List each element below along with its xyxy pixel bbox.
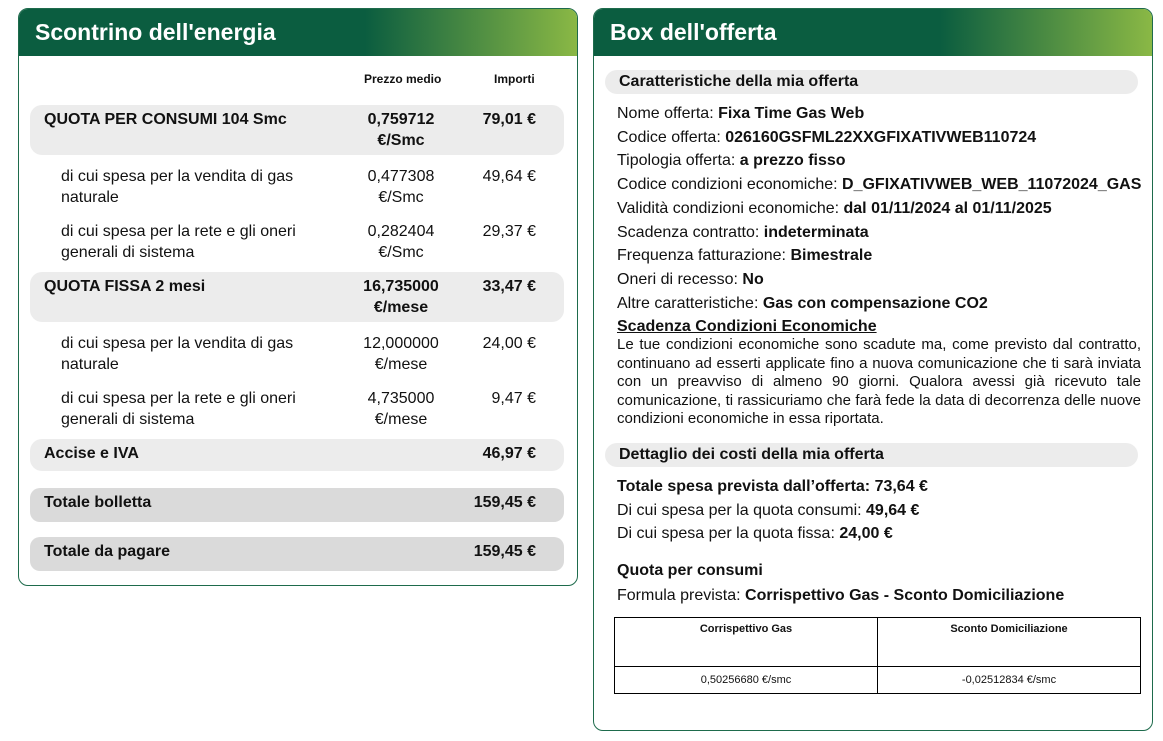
field-key: Oneri di recesso: (617, 271, 743, 288)
field-value: dal 01/11/2024 al 01/11/2025 (843, 200, 1052, 217)
field-value: No (742, 271, 764, 288)
row-consumi-rete (30, 217, 564, 265)
consumi-cost-value: 49,64 € (866, 502, 920, 519)
field-key: Tipologia offerta: (617, 152, 740, 169)
row-price: 16,735000 €/mese (363, 278, 439, 316)
row-totale-da-pagare (30, 537, 564, 571)
section-header-features: Caratteristiche della mia offerta (605, 70, 1138, 94)
field-nome-offerta (617, 104, 864, 124)
field-key: Codice condizioni economiche: (617, 176, 843, 193)
row-amount: 79,01 € (482, 111, 536, 128)
row-label: Totale da pagare (44, 543, 170, 560)
table-cell-sconto: -0,02512834 €/smc (878, 667, 1141, 694)
formula (617, 586, 1064, 606)
row-amount: 24,00 € (482, 335, 536, 352)
formula-table (614, 617, 1141, 694)
row-label: Accise e IVA (44, 445, 139, 462)
fissa-cost-value: 24,00 € (839, 525, 893, 542)
row-consumi-vendita (30, 162, 564, 210)
energy-receipt-panel (18, 8, 578, 586)
field-frequenza (617, 246, 872, 266)
row-amount: 49,64 € (482, 168, 536, 185)
row-label: di cui spesa per la vendita di gas naturale (61, 168, 294, 206)
row-amount: 159,45 € (473, 543, 536, 560)
row-price: 12,000000 €/mese (363, 335, 439, 373)
field-value: indeterminata (763, 224, 869, 241)
row-quota-fissa (30, 272, 564, 322)
consumi-cost (617, 501, 919, 521)
field-key: Validità condizioni economiche: (617, 200, 844, 217)
field-value: Fixa Time Gas Web (718, 105, 865, 122)
total-cost (617, 477, 928, 497)
field-key: Frequenza fatturazione: (617, 247, 791, 264)
quota-consumi-title: Quota per consumi (617, 562, 763, 579)
offer-box-panel (593, 8, 1153, 731)
field-value: D_GFIXATIVWEB_WEB_11072024_GAS (842, 176, 1142, 193)
field-key: Altre caratteristiche: (617, 295, 763, 312)
field-value: 026160GSFML22XXGFIXATIVWEB110724 (725, 129, 1037, 146)
row-amount: 9,47 € (491, 390, 536, 407)
row-label: Totale bolletta (44, 494, 152, 511)
row-label: di cui spesa per la vendita di gas naturale (61, 335, 294, 373)
field-oneri-recesso (617, 270, 764, 290)
row-totale-bolletta (30, 488, 564, 522)
col-header-price: Prezzo medio (364, 72, 442, 86)
table-header-sconto: Sconto Domiciliazione (878, 618, 1141, 667)
row-label: QUOTA FISSA 2 mesi (44, 278, 206, 295)
fissa-cost (617, 524, 893, 544)
col-header-amount: Importi (494, 72, 535, 86)
field-validita (617, 199, 1052, 219)
row-amount: 33,47 € (482, 278, 536, 295)
consumi-cost-label: Di cui spesa per la quota consumi: (617, 502, 867, 519)
row-label: di cui spesa per la rete e gli oneri generali di sistema (61, 390, 296, 428)
row-price: 4,735000 €/mese (367, 390, 435, 428)
scadenza-title: Scadenza Condizioni Economiche (617, 318, 877, 335)
field-value: Gas con compensazione CO2 (762, 295, 988, 312)
row-amount: 46,97 € (482, 445, 536, 462)
row-amount: 159,45 € (473, 494, 536, 511)
row-fissa-rete (30, 384, 564, 432)
field-codice-offerta (617, 128, 1036, 148)
table-header-corrispettivo: Corrispettivo Gas (615, 618, 878, 667)
field-altre (617, 294, 988, 314)
row-price: 0,477308 €/Smc (367, 168, 435, 206)
field-key: Nome offerta: (617, 105, 719, 122)
row-fissa-vendita (30, 329, 564, 377)
section-header-costs: Dettaglio dei costi della mia offerta (605, 443, 1138, 467)
field-scadenza-contratto (617, 223, 869, 243)
total-cost-label: Totale spesa prevista dall’offerta: (617, 478, 875, 495)
field-tipologia (617, 151, 846, 171)
scadenza-paragraph: Le tue condizioni economiche sono scadute ma, come previsto dal contratto, continuano ad esserti applicate fino a nuova comunicazione che ti sarà inviata con un preavviso di almeno 90 giorni. Qualora avessi già ricevuto tale comunicazione, ti rassicuriamo che farà fede la data di decorrenza delle nuove condizioni economiche in essa riportata. (617, 336, 1141, 427)
total-cost-value: 73,64 € (874, 478, 928, 495)
row-price: 0,282404 €/Smc (367, 223, 435, 261)
energy-receipt-title: Scontrino dell'energia (19, 9, 577, 56)
field-value: a prezzo fisso (739, 152, 846, 169)
table-cell-corrispettivo: 0,50256680 €/smc (615, 667, 878, 694)
formula-value: Corrispettivo Gas - Sconto Domiciliazione (745, 587, 1065, 604)
field-codice-condizioni (617, 175, 1141, 195)
row-quota-consumi (30, 105, 564, 155)
field-key: Scadenza contratto: (617, 224, 764, 241)
row-accise-iva (30, 439, 564, 471)
formula-label: Formula prevista: (617, 587, 746, 604)
row-amount: 29,37 € (482, 223, 536, 240)
row-label: di cui spesa per la rete e gli oneri generali di sistema (61, 223, 296, 261)
field-value: Bimestrale (790, 247, 873, 264)
fissa-cost-label: Di cui spesa per la quota fissa: (617, 525, 840, 542)
row-label: QUOTA PER CONSUMI 104 Smc (44, 111, 287, 128)
offer-box-title: Box dell'offerta (594, 9, 1152, 56)
field-key: Codice offerta: (617, 129, 726, 146)
row-price: 0,759712 €/Smc (367, 111, 435, 149)
